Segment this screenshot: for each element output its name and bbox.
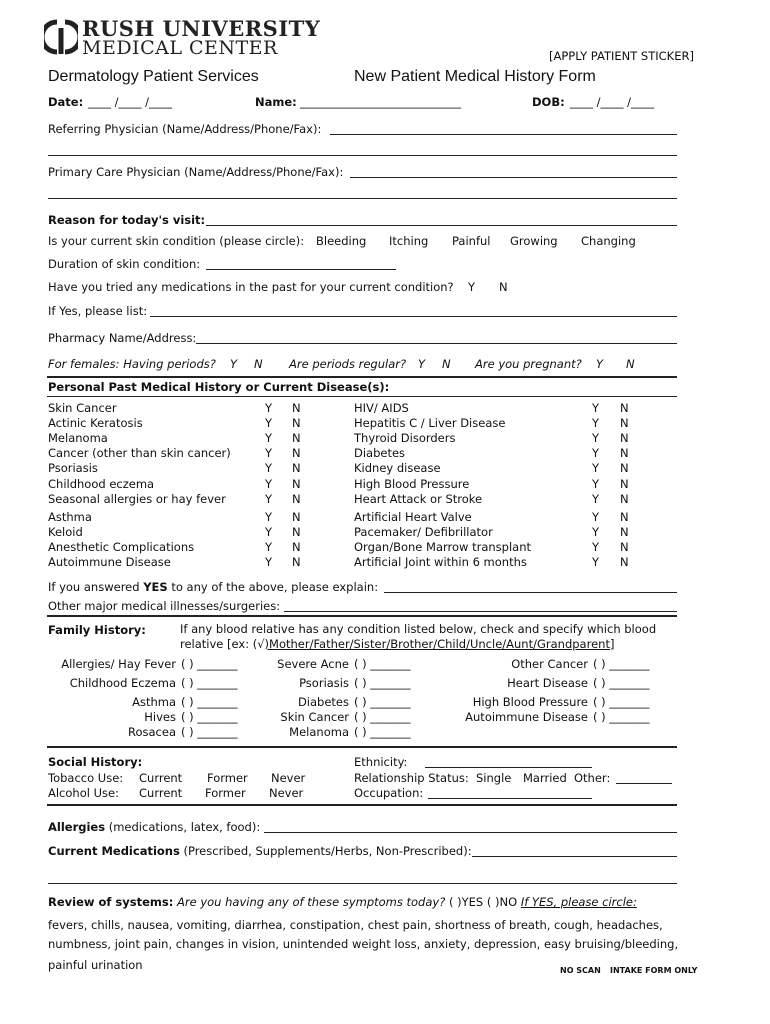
condition-painful[interactable]: Painful bbox=[452, 234, 491, 248]
tobacco-current[interactable]: Current bbox=[139, 771, 183, 785]
logo-line1: RUSH UNIVERSITY bbox=[82, 16, 321, 41]
history-yes[interactable]: Y bbox=[265, 525, 273, 539]
history-no[interactable]: N bbox=[620, 540, 629, 554]
history-divider bbox=[47, 396, 677, 397]
family-check-field[interactable]: ( ) _______ bbox=[593, 676, 650, 690]
history-item-label: Heart Attack or Stroke bbox=[354, 492, 483, 506]
no-scan-note: NO SCAN bbox=[560, 966, 601, 975]
history-item-label: HIV/ AIDS bbox=[354, 401, 409, 415]
history-item-label: Kidney disease bbox=[354, 461, 441, 475]
name-label: Name: bbox=[255, 95, 297, 109]
if-yes-field[interactable] bbox=[150, 316, 677, 317]
other-illnesses-label: Other major medical illnesses/surgeries: bbox=[48, 599, 281, 613]
tobacco-former[interactable]: Former bbox=[207, 771, 248, 785]
primary-care-field-2[interactable] bbox=[48, 198, 677, 199]
family-check-field[interactable]: ( ) _______ bbox=[354, 695, 411, 709]
history-no[interactable]: N bbox=[620, 477, 629, 491]
tobacco-never[interactable]: Never bbox=[271, 771, 306, 785]
history-yes[interactable]: Y bbox=[265, 461, 273, 475]
history-item-label: Asthma bbox=[48, 510, 92, 524]
family-condition-label: Hives bbox=[144, 710, 176, 724]
occupation-label: Occupation: bbox=[354, 786, 424, 800]
history-item-label: Cancer (other than skin cancer) bbox=[48, 446, 231, 460]
history-item-label: Artificial Joint within 6 months bbox=[354, 555, 527, 569]
history-yes[interactable]: Y bbox=[592, 461, 600, 475]
history-no[interactable]: N bbox=[292, 555, 301, 569]
family-condition-label: Psoriasis bbox=[299, 676, 349, 690]
allergies-label: Allergies bbox=[48, 820, 106, 834]
family-check-field[interactable]: ( ) _______ bbox=[181, 710, 238, 724]
regular-no[interactable]: N bbox=[442, 357, 451, 371]
primary-care-field[interactable] bbox=[350, 177, 677, 178]
history-yes[interactable]: Y bbox=[592, 555, 600, 569]
relationship-single[interactable]: Single bbox=[476, 771, 512, 785]
history-yes[interactable]: Y bbox=[592, 477, 600, 491]
history-no[interactable]: N bbox=[292, 477, 301, 491]
ros-no[interactable]: ( )NO bbox=[486, 895, 518, 909]
family-desc-2: relative [ex: (√)Mother/Father/Sister/Brother/Child/Uncle/Aunt/Grandparent] bbox=[180, 637, 615, 651]
history-yes[interactable]: Y bbox=[592, 525, 600, 539]
family-condition-label: High Blood Pressure bbox=[472, 695, 588, 709]
history-yes[interactable]: Y bbox=[265, 540, 273, 554]
family-condition-label: Childhood Eczema bbox=[69, 676, 176, 690]
dob-field[interactable]: ____ /____ /____ bbox=[570, 95, 655, 109]
meds-question: Have you tried any medications in the past for your current condition? bbox=[48, 280, 454, 294]
referring-physician-field-2[interactable] bbox=[48, 155, 677, 156]
family-check-field[interactable]: ( ) _______ bbox=[181, 657, 238, 671]
history-no[interactable]: N bbox=[292, 540, 301, 554]
history-explain-label: If you answered YES to any of the above, please explain: bbox=[48, 580, 379, 594]
primary-care-label: Primary Care Physician (Name/Address/Phone/Fax): bbox=[48, 165, 344, 179]
history-no[interactable]: N bbox=[292, 492, 301, 506]
history-yes[interactable]: Y bbox=[265, 555, 273, 569]
history-no[interactable]: N bbox=[620, 461, 629, 475]
family-check-field[interactable]: ( ) _______ bbox=[181, 695, 238, 709]
family-condition-label: Asthma bbox=[132, 695, 176, 709]
ros-label: Review of systems: bbox=[48, 895, 174, 909]
condition-label: Is your current skin condition (please circle): bbox=[48, 234, 305, 248]
duration-field[interactable] bbox=[206, 269, 396, 270]
medications-field[interactable] bbox=[472, 856, 677, 857]
family-condition-label: Skin Cancer bbox=[280, 710, 349, 724]
history-no[interactable]: N bbox=[620, 492, 629, 506]
dob-label: DOB: bbox=[532, 95, 565, 109]
section-divider bbox=[47, 615, 677, 617]
history-yes[interactable]: Y bbox=[592, 510, 600, 524]
family-desc-1: If any blood relative has any condition listed below, check and specify which blood bbox=[180, 622, 657, 636]
history-yes[interactable]: Y bbox=[265, 446, 273, 460]
reason-label: Reason for today's visit: bbox=[48, 213, 206, 227]
history-item-label: Thyroid Disorders bbox=[354, 431, 456, 445]
relationship-other-field[interactable] bbox=[616, 783, 672, 784]
duration-label: Duration of skin condition: bbox=[48, 257, 201, 271]
social-title: Social History: bbox=[48, 755, 143, 769]
referring-physician-field[interactable] bbox=[330, 134, 677, 135]
ros-symptoms-3[interactable]: painful urination bbox=[48, 958, 143, 972]
pregnant-no[interactable]: N bbox=[626, 357, 635, 371]
family-title: Family History: bbox=[48, 623, 146, 637]
history-no[interactable]: N bbox=[620, 525, 629, 539]
periods-regular-question: Are periods regular? bbox=[289, 357, 407, 371]
other-illnesses-field[interactable] bbox=[284, 611, 677, 612]
history-yes[interactable]: Y bbox=[592, 416, 600, 430]
ros-symptoms-1[interactable]: fevers, chills, nausea, vomiting, diarrhea, constipation, chest pain, shortness of breath, cough, headaches, bbox=[48, 918, 663, 932]
family-condition-label: Diabetes bbox=[297, 695, 349, 709]
history-no[interactable]: N bbox=[620, 431, 629, 445]
females-periods-question: For females: Having periods? bbox=[48, 357, 216, 371]
history-yes[interactable]: Y bbox=[265, 477, 273, 491]
history-no[interactable]: N bbox=[620, 401, 629, 415]
reason-field[interactable] bbox=[206, 225, 677, 226]
history-no[interactable]: N bbox=[620, 555, 629, 569]
history-explain-field[interactable] bbox=[384, 592, 677, 593]
pregnant-yes[interactable]: Y bbox=[596, 357, 604, 371]
alcohol-current[interactable]: Current bbox=[139, 786, 183, 800]
history-yes[interactable]: Y bbox=[592, 401, 600, 415]
occupation-field[interactable] bbox=[428, 798, 592, 799]
alcohol-label: Alcohol Use: bbox=[48, 786, 119, 800]
family-condition-label: Autoimmune Disease bbox=[465, 710, 588, 724]
pharmacy-label: Pharmacy Name/Address: bbox=[48, 331, 197, 345]
history-item-label: Melanoma bbox=[48, 431, 108, 445]
family-check-field[interactable]: ( ) _______ bbox=[593, 657, 650, 671]
history-item-label: Artificial Heart Valve bbox=[354, 510, 472, 524]
history-yes[interactable]: Y bbox=[265, 416, 273, 430]
family-check-field[interactable]: ( ) _______ bbox=[354, 676, 411, 690]
history-no[interactable]: N bbox=[292, 401, 301, 415]
family-condition-label: Allergies/ Hay Fever bbox=[61, 657, 176, 671]
meds-yes[interactable]: Y bbox=[468, 280, 476, 294]
history-yes[interactable]: Y bbox=[265, 431, 273, 445]
history-item-label: Diabetes bbox=[354, 446, 406, 460]
pregnant-question: Are you pregnant? bbox=[475, 357, 582, 371]
relationship-label: Relationship Status: bbox=[354, 771, 469, 785]
history-yes[interactable]: Y bbox=[265, 401, 273, 415]
history-no[interactable]: N bbox=[292, 525, 301, 539]
condition-growing[interactable]: Growing bbox=[510, 234, 558, 248]
family-condition-label: Rosacea bbox=[128, 725, 176, 739]
section-divider bbox=[47, 376, 677, 378]
history-item-label: Keloid bbox=[48, 525, 83, 539]
history-no[interactable]: N bbox=[620, 416, 629, 430]
history-yes[interactable]: Y bbox=[592, 446, 600, 460]
tobacco-label: Tobacco Use: bbox=[48, 771, 124, 785]
history-no[interactable]: N bbox=[620, 510, 629, 524]
family-condition-label: Severe Acne bbox=[277, 657, 349, 671]
history-no[interactable]: N bbox=[292, 461, 301, 475]
history-yes[interactable]: Y bbox=[592, 431, 600, 445]
meds-no[interactable]: N bbox=[499, 280, 508, 294]
history-item-label: Childhood eczema bbox=[48, 477, 155, 491]
ethnicity-label: Ethnicity: bbox=[354, 755, 408, 769]
history-item-label: Psoriasis bbox=[48, 461, 98, 475]
section-divider bbox=[47, 746, 677, 748]
referring-physician-label: Referring Physician (Name/Address/Phone/Fax): bbox=[48, 122, 322, 136]
family-check-field[interactable]: ( ) _______ bbox=[354, 710, 411, 724]
family-check-field[interactable]: ( ) _______ bbox=[593, 695, 650, 709]
history-yes[interactable]: Y bbox=[265, 510, 273, 524]
pharmacy-field[interactable] bbox=[196, 343, 677, 344]
ros-question-line: Review of systems: Are you having any of these symptoms today? ( )YES ( )NO If YES, please circle: bbox=[48, 895, 637, 909]
history-item-label: Hepatitis C / Liver Disease bbox=[354, 416, 506, 430]
history-item-label: High Blood Pressure bbox=[354, 477, 470, 491]
intake-only-note: INTAKE FORM ONLY bbox=[610, 966, 698, 975]
history-item-label: Seasonal allergies or hay fever bbox=[48, 492, 226, 506]
family-condition-label: Other Cancer bbox=[511, 657, 588, 671]
relationship-married[interactable]: Married bbox=[523, 771, 567, 785]
ros-symptoms-2[interactable]: numbness, joint pain, changes in vision, unintended weight loss, anxiety, depression, easy bruising/bleeding, bbox=[48, 937, 679, 951]
relationship-other-label: Other: bbox=[574, 771, 611, 785]
history-no[interactable]: N bbox=[292, 431, 301, 445]
history-item-label: Pacemaker/ Defibrillator bbox=[354, 525, 493, 539]
logo-line2: MEDICAL CENTER bbox=[82, 37, 278, 59]
history-item-label: Anesthetic Complications bbox=[48, 540, 195, 554]
name-field[interactable]: ____________________________ bbox=[300, 95, 461, 109]
periods-no[interactable]: N bbox=[254, 357, 263, 371]
periods-yes[interactable]: Y bbox=[230, 357, 238, 371]
history-no[interactable]: N bbox=[620, 446, 629, 460]
history-title: Personal Past Medical History or Current Disease(s): bbox=[48, 380, 390, 394]
allergies-label-line: Allergies (medications, latex, food): bbox=[48, 820, 261, 834]
ros-yes[interactable]: ( )YES bbox=[448, 895, 484, 909]
section-divider bbox=[47, 804, 677, 806]
rush-logo-icon bbox=[44, 18, 78, 56]
history-yes[interactable]: Y bbox=[592, 540, 600, 554]
if-yes-label: If Yes, please list: bbox=[48, 304, 148, 318]
family-check-field[interactable]: ( ) _______ bbox=[181, 725, 238, 739]
family-check-field[interactable]: ( ) _______ bbox=[354, 657, 411, 671]
alcohol-former[interactable]: Former bbox=[205, 786, 246, 800]
allergies-field[interactable] bbox=[264, 832, 677, 833]
medications-field-2[interactable] bbox=[48, 883, 677, 884]
history-no[interactable]: N bbox=[292, 446, 301, 460]
date-field[interactable]: ____ /____ /____ bbox=[88, 95, 173, 109]
family-check-field[interactable]: ( ) _______ bbox=[181, 676, 238, 690]
family-check-field[interactable]: ( ) _______ bbox=[593, 710, 650, 724]
history-item-label: Autoimmune Disease bbox=[48, 555, 171, 569]
family-check-field[interactable]: ( ) _______ bbox=[354, 725, 411, 739]
condition-bleeding[interactable]: Bleeding bbox=[316, 234, 367, 248]
family-condition-label: Melanoma bbox=[289, 725, 349, 739]
history-yes[interactable]: Y bbox=[592, 492, 600, 506]
date-label: Date: bbox=[48, 95, 84, 109]
ethnicity-field[interactable] bbox=[425, 767, 592, 768]
regular-yes[interactable]: Y bbox=[418, 357, 426, 371]
alcohol-never[interactable]: Never bbox=[269, 786, 304, 800]
family-condition-label: Heart Disease bbox=[507, 676, 588, 690]
department-title: Dermatology Patient Services bbox=[48, 68, 259, 85]
history-item-label: Organ/Bone Marrow transplant bbox=[354, 540, 532, 554]
history-item-label: Skin Cancer bbox=[48, 401, 117, 415]
medications-label-line: Current Medications (Prescribed, Supplements/Herbs, Non-Prescribed): bbox=[48, 844, 472, 858]
condition-changing[interactable]: Changing bbox=[581, 234, 636, 248]
history-item-label: Actinic Keratosis bbox=[48, 416, 143, 430]
form-title: New Patient Medical History Form bbox=[354, 68, 596, 85]
medications-label: Current Medications bbox=[48, 844, 180, 858]
history-yes[interactable]: Y bbox=[265, 492, 273, 506]
patient-sticker-label: [APPLY PATIENT STICKER] bbox=[549, 49, 694, 63]
history-no[interactable]: N bbox=[292, 510, 301, 524]
history-no[interactable]: N bbox=[292, 416, 301, 430]
condition-itching[interactable]: Itching bbox=[389, 234, 429, 248]
